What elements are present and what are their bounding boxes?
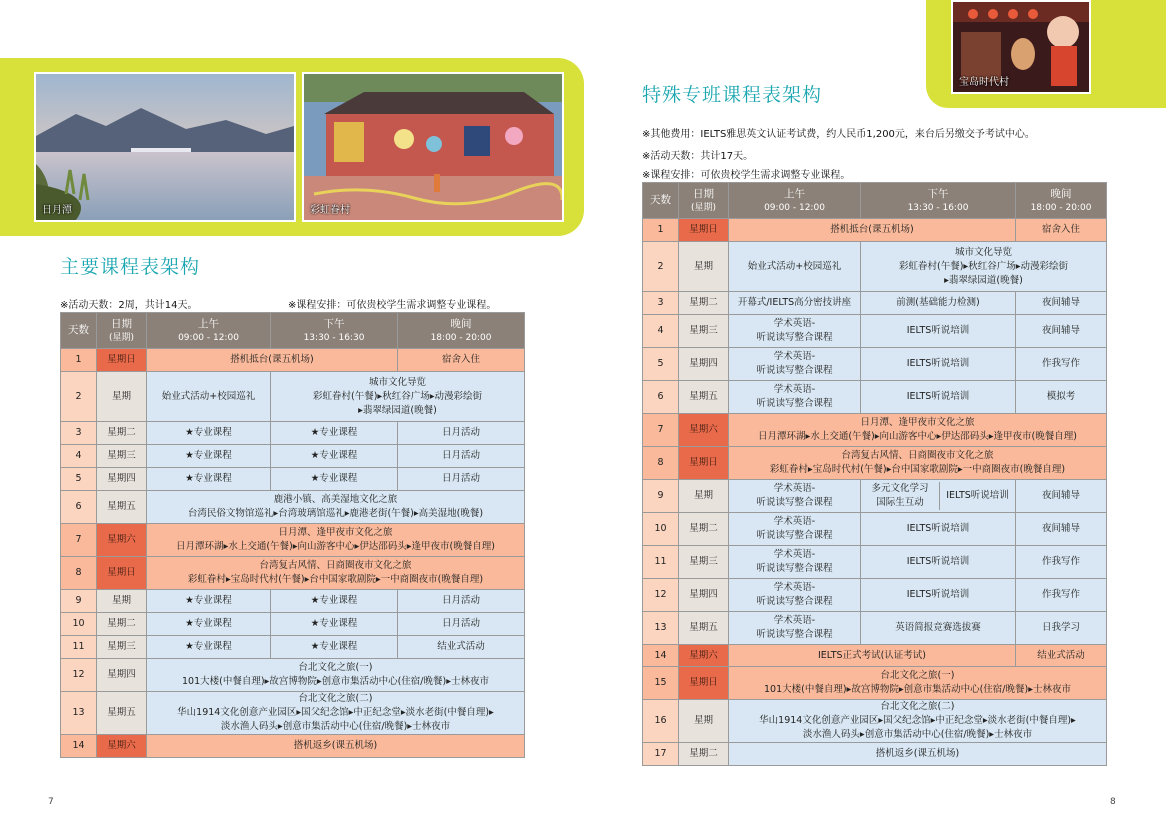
col-pm	[271, 313, 398, 349]
table-row	[61, 613, 525, 636]
evening-cell: 模拟考	[1016, 381, 1107, 414]
afternoon-cell: 前测(基础能力检测)	[861, 292, 1016, 315]
afternoon-cell: IELTS听说培训	[861, 348, 1016, 381]
weekday-cell: 星期二	[679, 743, 729, 766]
rainbow-village-photo	[302, 72, 564, 222]
weekday-cell: 星期	[679, 480, 729, 513]
day-number-cell: 3	[643, 292, 679, 315]
weekday-cell: 星期二	[97, 422, 147, 445]
table-row	[643, 667, 1107, 700]
table-row	[61, 349, 525, 372]
day-number-cell: 12	[643, 579, 679, 612]
morning-cell: 学术英语- 听说读写整合课程	[729, 579, 861, 612]
afternoon-cell: ★专业课程	[271, 445, 398, 468]
weekday-cell: 星期六	[97, 735, 147, 758]
table-row	[61, 491, 525, 524]
weekday-cell: 星期	[97, 590, 147, 613]
col-date-label: 日期	[693, 187, 714, 200]
weekday-cell: 星期日	[679, 667, 729, 700]
day-number-cell: 1	[643, 219, 679, 242]
weekday-cell: 星期二	[97, 613, 147, 636]
afternoon-cell: ★专业课程	[271, 636, 398, 659]
afternoon-cell: IELTS听说培训	[861, 315, 1016, 348]
day-number-cell: 5	[61, 468, 97, 491]
afternoon-ielts-cell: IELTS听说培训	[946, 490, 1009, 501]
weekday-cell: 星期四	[97, 468, 147, 491]
day-number-cell: 15	[643, 667, 679, 700]
afternoon-cell: IELTS听说培训	[861, 579, 1016, 612]
weekday-cell: 星期三	[679, 315, 729, 348]
day-number-cell: 6	[643, 381, 679, 414]
col-date	[679, 183, 729, 219]
morning-cell: 学术英语- 听说读写整合课程	[729, 480, 861, 513]
page-number-left: 7	[48, 797, 54, 807]
weekday-cell: 星期日	[679, 219, 729, 242]
day-number-cell: 13	[61, 692, 97, 735]
day-number-cell: 14	[61, 735, 97, 758]
evening-cell: 夜间辅导	[1016, 315, 1107, 348]
treasure-island-caption: 宝岛时代村	[959, 77, 1009, 88]
activity-cell: 日月潭、逢甲夜市文化之旅 日月潭环湖▸水上交通(午餐)▸向山游客中心▸伊达邵码头▸逢甲夜市(晚餐自理)	[147, 524, 525, 557]
col-days: 天数	[61, 313, 97, 349]
table-row	[643, 645, 1107, 667]
weekday-cell: 星期五	[97, 491, 147, 524]
weekday-cell: 星期五	[97, 692, 147, 735]
day-number-cell: 9	[643, 480, 679, 513]
special-schedule-table-wrap	[642, 182, 1107, 766]
rainbow-village-caption: 彩虹眷村	[310, 205, 350, 216]
morning-cell: 学术英语- 听说读写整合课程	[729, 315, 861, 348]
evening-cell: 作我写作	[1016, 348, 1107, 381]
activity-cell: 鹿港小镇、高美湿地文化之旅 台湾民俗文物馆巡礼▸台湾玻璃馆巡礼▸鹿港老街(午餐)▸高美湿地(晚餐)	[147, 491, 525, 524]
activity-cell: 城市文化导览 彩虹眷村(午餐)▸秋红谷广场▸动漫彩绘街 ▸翡翠绿园道(晚餐)	[861, 242, 1107, 292]
weekday-cell: 星期四	[97, 659, 147, 692]
col-date	[97, 313, 147, 349]
day-number-cell: 2	[643, 242, 679, 292]
day-number-cell: 14	[643, 645, 679, 667]
weekday-cell: 星期三	[679, 546, 729, 579]
evening-cell: 宿舍入住	[398, 349, 525, 372]
evening-cell: 宿舍入住	[1016, 219, 1107, 242]
day-number-cell: 10	[643, 513, 679, 546]
col-date-sub: (星期)	[690, 202, 717, 213]
evening-cell: 结业式活动	[1016, 645, 1107, 667]
day-number-cell: 6	[61, 491, 97, 524]
table-row	[61, 422, 525, 445]
activity-cell: 搭机返乡(课五机场)	[729, 743, 1107, 766]
special-schedule-table	[642, 182, 1107, 766]
weekday-cell: 星期六	[679, 645, 729, 667]
day-number-cell: 17	[643, 743, 679, 766]
col-pm	[861, 183, 1016, 219]
special-schedule-title: 特殊专班课程表架构	[642, 84, 823, 106]
morning-cell: 始业式活动+校园巡礼	[729, 242, 861, 292]
activity-cell: 城市文化导览 彩虹眷村(午餐)▸秋红谷广场▸动漫彩绘街 ▸翡翠绿园道(晚餐)	[271, 372, 525, 422]
afternoon-cell: IELTS听说培训	[861, 546, 1016, 579]
table-row	[643, 414, 1107, 447]
morning-cell: ★专业课程	[147, 636, 271, 659]
weekday-cell: 星期	[679, 242, 729, 292]
morning-cell: ★专业课程	[147, 445, 271, 468]
table-row	[61, 735, 525, 758]
weekday-cell: 星期日	[97, 557, 147, 590]
morning-cell: 学术英语- 听说读写整合课程	[729, 381, 861, 414]
col-pm-time: 13:30 - 16:00	[907, 202, 969, 213]
weekday-cell: 星期三	[97, 445, 147, 468]
day-number-cell: 8	[61, 557, 97, 590]
main-schedule-table	[60, 312, 525, 758]
table-row	[61, 468, 525, 491]
col-am	[729, 183, 861, 219]
weekday-cell: 星期五	[679, 612, 729, 645]
treasure-island-photo	[951, 0, 1091, 94]
table-row	[643, 743, 1107, 766]
activity-cell: 台北文化之旅(一) 101大楼(中餐自理)▸故宫博物院▸创意市集活动中心(住宿/晚餐)▸士林夜市	[147, 659, 525, 692]
sun-moon-lake-photo	[34, 72, 296, 222]
table-row	[61, 692, 525, 735]
table-row	[61, 445, 525, 468]
afternoon-cell: ★专业课程	[271, 422, 398, 445]
day-number-cell: 7	[643, 414, 679, 447]
table-row	[61, 372, 525, 422]
afternoon-cell: IELTS听说培训	[861, 381, 1016, 414]
col-eve-label: 晚间	[1050, 187, 1072, 200]
morning-cell: 学术英语- 听说读写整合课程	[729, 513, 861, 546]
day-number-cell: 10	[61, 613, 97, 636]
evening-cell: 日我学习	[1016, 612, 1107, 645]
evening-cell: 日月活动	[398, 422, 525, 445]
main-schedule-title: 主要课程表架构	[60, 256, 201, 278]
evening-cell: 作我写作	[1016, 579, 1107, 612]
table-row	[643, 292, 1107, 315]
table-row	[643, 348, 1107, 381]
main-schedule-body	[61, 349, 525, 758]
morning-cell: 学术英语- 听说读写整合课程	[729, 348, 861, 381]
evening-cell: 日月活动	[398, 613, 525, 636]
table-row	[643, 447, 1107, 480]
weekday-cell: 星期四	[679, 348, 729, 381]
evening-cell: 夜间辅导	[1016, 513, 1107, 546]
morning-cell: 学术英语- 听说读写整合课程	[729, 546, 861, 579]
table-row	[61, 659, 525, 692]
table-row	[61, 557, 525, 590]
evening-cell: 结业式活动	[398, 636, 525, 659]
activity-cell: 台北文化之旅(二) 华山1914文化创意产业园区▸国父纪念馆▸中正纪念堂▸淡水老街(中餐自理)▸ 淡水渔人码头▸创意市集活动中心(住宿/晚餐)▸士林夜市	[729, 700, 1107, 743]
weekday-cell: 星期日	[679, 447, 729, 480]
page-number-right: 8	[1110, 797, 1116, 807]
evening-cell: 夜间辅导	[1016, 480, 1107, 513]
weekday-cell: 星期	[679, 700, 729, 743]
weekday-cell: 星期	[97, 372, 147, 422]
day-number-cell: 11	[61, 636, 97, 659]
col-am-label: 上午	[198, 317, 219, 330]
day-number-cell: 9	[61, 590, 97, 613]
day-number-cell: 4	[643, 315, 679, 348]
day-number-cell: 12	[61, 659, 97, 692]
table-row	[643, 612, 1107, 645]
afternoon-cell	[861, 480, 1016, 513]
table-row	[643, 480, 1107, 513]
evening-cell: 日月活动	[398, 445, 525, 468]
main-note-days: ※活动天数：2周，共计14天。	[60, 300, 198, 311]
table-row	[643, 315, 1107, 348]
table-row	[61, 590, 525, 613]
afternoon-cell: IELTS听说培训	[861, 513, 1016, 546]
col-eve-time: 18:00 - 20:00	[430, 332, 492, 343]
special-note-days: ※活动天数：共计17天。	[642, 151, 754, 162]
table-row	[61, 524, 525, 557]
day-number-cell: 13	[643, 612, 679, 645]
evening-cell: 作我写作	[1016, 546, 1107, 579]
afternoon-cell: 英语简报竞赛选拔赛	[861, 612, 1016, 645]
weekday-cell: 星期四	[679, 579, 729, 612]
table-row	[643, 381, 1107, 414]
evening-cell: 日月活动	[398, 590, 525, 613]
activity-cell: 台北文化之旅(二) 华山1914文化创意产业园区▸国父纪念馆▸中正纪念堂▸淡水老街(中餐自理)▸ 淡水渔人码头▸创意市集活动中心(住宿/晚餐)▸士林夜市	[147, 692, 525, 735]
main-schedule-table-wrap	[60, 312, 525, 758]
morning-cell: ★专业课程	[147, 422, 271, 445]
day-number-cell: 1	[61, 349, 97, 372]
day-number-cell: 2	[61, 372, 97, 422]
afternoon-culture-cell: 多元文化学习 国际生互动	[861, 482, 940, 510]
weekday-cell: 星期三	[97, 636, 147, 659]
activity-cell: 台北文化之旅(一) 101大楼(中餐自理)▸故宫博物院▸创意市集活动中心(住宿/晚餐)▸士林夜市	[729, 667, 1107, 700]
morning-cell: 开幕式/IELTS高分密技讲座	[729, 292, 861, 315]
weekday-cell: 星期二	[679, 292, 729, 315]
table-row	[643, 579, 1107, 612]
weekday-cell: 星期五	[679, 381, 729, 414]
special-note-fee: ※其他费用：IELTS雅思英文认证考试费，约人民币1,200元，来台后另缴交予考试中心。	[642, 129, 1035, 140]
col-am-time: 09:00 - 12:00	[178, 332, 239, 343]
day-number-cell: 5	[643, 348, 679, 381]
day-number-cell: 11	[643, 546, 679, 579]
table-row	[643, 242, 1107, 292]
morning-cell: 始业式活动+校园巡礼	[147, 372, 271, 422]
afternoon-cell: ★专业课程	[271, 613, 398, 636]
morning-cell: ★专业课程	[147, 590, 271, 613]
special-schedule-body	[643, 219, 1107, 766]
afternoon-cell: ★专业课程	[271, 590, 398, 613]
weekday-cell: 星期六	[679, 414, 729, 447]
afternoon-cell: ★专业课程	[271, 468, 398, 491]
evening-cell: 夜间辅导	[1016, 292, 1107, 315]
day-number-cell: 3	[61, 422, 97, 445]
col-date-label: 日期	[111, 317, 132, 330]
day-number-cell: 4	[61, 445, 97, 468]
weekday-cell: 星期日	[97, 349, 147, 372]
table-row	[643, 513, 1107, 546]
col-days: 天数	[643, 183, 679, 219]
activity-cell: 台湾复古风情、日商圈夜市文化之旅 彩虹眷村▸宝岛时代村(午餐)▸台中国家歌剧院▸一中商圈夜市(晚餐自理)	[729, 447, 1107, 480]
table-row	[643, 700, 1107, 743]
col-eve-time: 18:00 - 20:00	[1030, 202, 1092, 213]
col-pm-label: 下午	[323, 317, 345, 330]
morning-cell: ★专业课程	[147, 613, 271, 636]
table-row	[643, 546, 1107, 579]
activity-cell: 搭机抵台(课五机场)	[729, 219, 1016, 242]
table-row	[61, 636, 525, 659]
col-eve-label: 晚间	[450, 317, 472, 330]
weekday-cell: 星期二	[679, 513, 729, 546]
activity-cell: 台湾复古风情、日商圈夜市文化之旅 彩虹眷村▸宝岛时代村(午餐)▸台中国家歌剧院▸一中商圈夜市(晚餐自理)	[147, 557, 525, 590]
day-number-cell: 7	[61, 524, 97, 557]
activity-cell: 搭机返乡(课五机场)	[147, 735, 525, 758]
sun-moon-lake-caption: 日月潭	[42, 205, 72, 216]
morning-cell: ★专业课程	[147, 468, 271, 491]
weekday-cell: 星期六	[97, 524, 147, 557]
day-number-cell: 8	[643, 447, 679, 480]
activity-cell: IELTS正式考试(认证考试)	[729, 645, 1016, 667]
activity-cell: 搭机抵台(课五机场)	[147, 349, 398, 372]
col-am	[147, 313, 271, 349]
col-eve	[398, 313, 525, 349]
main-note-arrange: ※课程安排：可依贵校学生需求调整专业课程。	[288, 300, 497, 311]
activity-cell: 日月潭、逢甲夜市文化之旅 日月潭环湖▸水上交通(午餐)▸向山游客中心▸伊达邵码头▸逢甲夜市(晚餐自理)	[729, 414, 1107, 447]
day-number-cell: 16	[643, 700, 679, 743]
col-pm-label: 下午	[927, 187, 949, 200]
col-am-time: 09:00 - 12:00	[764, 202, 825, 213]
col-date-sub: (星期)	[108, 332, 135, 343]
col-am-label: 上午	[784, 187, 805, 200]
col-eve	[1016, 183, 1107, 219]
special-note-arrange: ※课程安排：可依贵校学生需求调整专业课程。	[642, 170, 851, 181]
evening-cell: 日月活动	[398, 468, 525, 491]
table-row	[643, 219, 1107, 242]
morning-cell: 学术英语- 听说读写整合课程	[729, 612, 861, 645]
col-pm-time: 13:30 - 16:30	[303, 332, 365, 343]
